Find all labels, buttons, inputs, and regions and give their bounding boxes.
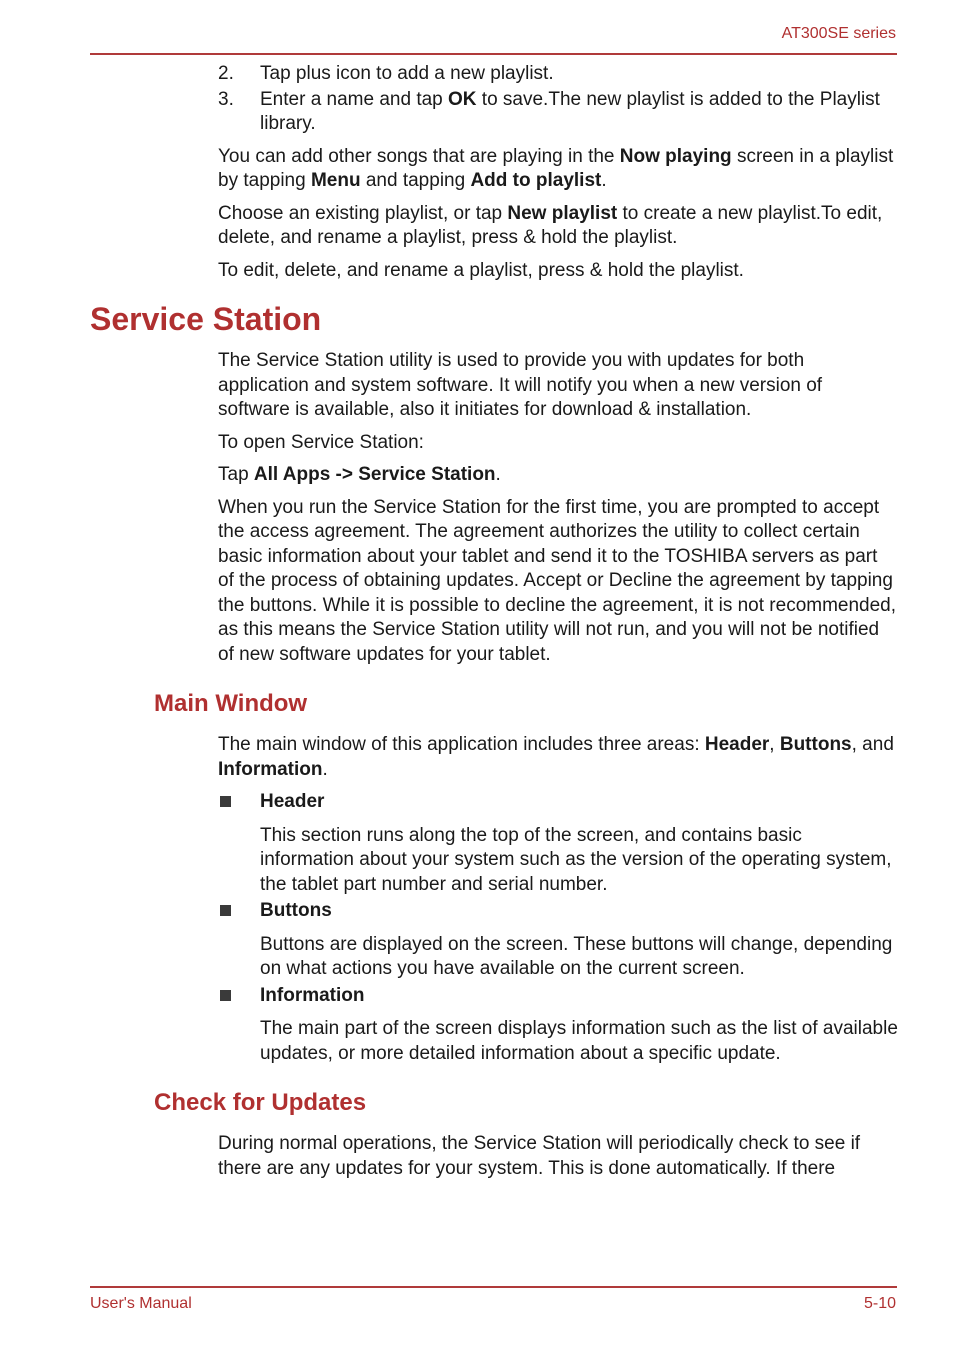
bullet-description: Buttons are displayed on the screen. These buttons will change, depending on what actions you have available on the current screen. [260,933,893,979]
square-bullet-icon [220,796,231,807]
subsection-title-check-updates: Check for Updates [154,1089,367,1116]
text-run: You can add other songs that are playing in the [218,145,620,167]
text-run: The main window of this application includes three areas: [218,734,705,755]
header-series: AT300SE series [781,25,896,42]
text-run: to create a new playlist.To edit, delete, and rename a playlist, press & hold the playlist. [218,202,883,248]
square-bullet-icon [220,905,231,916]
text-run: . [601,170,607,191]
text-run: , and [851,734,894,755]
step-bold: OK [448,88,477,110]
text-run: screen in a playlist by tapping [218,145,894,191]
step-text: Enter a name and tap [260,88,449,110]
paragraph-open: To open Service Station: [218,431,424,453]
footer-rule [90,1286,897,1288]
text-run: , [769,734,780,755]
text-run: Choose an existing playlist, or tap [218,202,508,224]
bullet-item-information [218,984,898,1009]
section-title: Service Station [90,301,322,337]
bold-run: All Apps -> Service Station [253,464,496,485]
bullet-label: Information [260,984,365,1006]
square-bullet-icon [220,990,231,1001]
paragraph-main-window-intro [218,733,898,782]
bold-run: Header [704,734,770,755]
bullet-item-header [218,790,898,815]
bold-run: Now playing [619,145,732,167]
step-number: 2. [218,63,234,84]
page-number: 5-10 [863,1295,896,1312]
bullet-item-buttons [218,899,898,924]
header-rule [90,53,897,55]
text-run: . [495,464,501,485]
bullet-label: Header [260,791,325,812]
step-number: 3. [218,88,234,110]
paragraph-tap [218,463,898,488]
paragraph-intro: The Service Station utility is used to provide you with updates for both application and system software. It will notify you when a new version of software is available, also it initiates for download & installation. [218,350,823,420]
list-item [218,88,898,137]
bullet-description: This section runs along the top of the screen, and contains basic information about your system such as the version of the operating system, the tablet part number and serial number. [260,824,892,895]
text-run: and tapping [360,170,471,191]
bold-run: Buttons [779,734,852,755]
step-text: to save.The new playlist is added to the Playlist library. [260,88,880,134]
subsection-title-main-window: Main Window [154,690,308,717]
step-text: Tap plus icon to add a new playlist. [260,63,554,84]
bullet-label: Buttons [260,900,332,921]
paragraph-edit: To edit, delete, and rename a playlist, press & hold the playlist. [218,259,744,281]
bold-run: Add to playlist [470,170,602,191]
bold-run: Information [218,758,323,780]
footer-manual-label: User's Manual [90,1295,192,1312]
page-content [90,62,898,1189]
list-item [218,62,898,87]
text-run: Tap [218,464,254,485]
paragraph-first-time: When you run the Service Station for the first time, you are prompted to accept the access agreement. The agreement authorizes the utility to collect certain basic information about your tablet and send it to the TOSHIBA servers as part of the process of obtaining updates. Accept or Decline the agreement by tapping the buttons. While it is possible to decline the agreement, it is not recommended, as this means the Service Station utility will not run, and you will not be notified of new software updates for your tablet. [218,496,897,665]
bullet-description: The main part of the screen displays information such as the list of available updates, or more detailed information about a specific update. [260,1018,898,1064]
steps-list [218,62,898,137]
paragraph-choose [218,202,898,251]
text-run: . [322,758,328,780]
bold-run: New playlist [507,202,618,224]
paragraph-check-updates: During normal operations, the Service Station will periodically check to see if there are any updates for your system. This is done automatically. If there [218,1133,861,1179]
bold-run: Menu [310,170,361,191]
paragraph-now-playing [218,145,898,194]
